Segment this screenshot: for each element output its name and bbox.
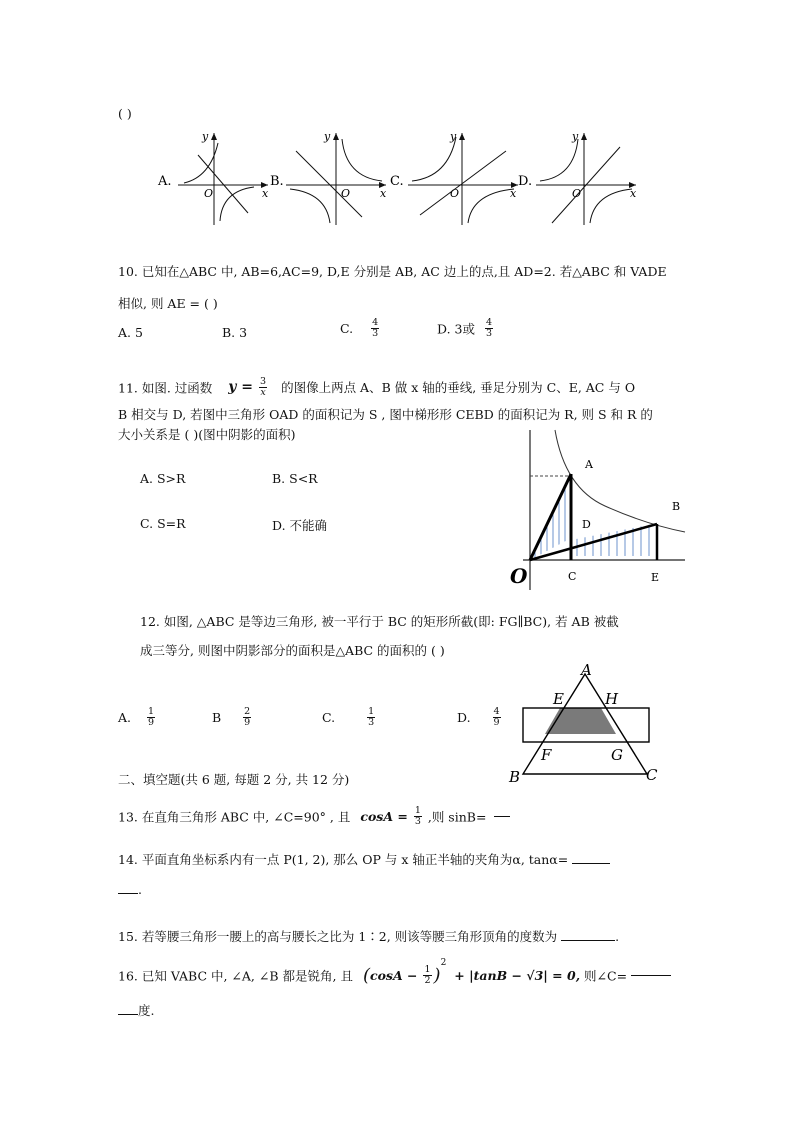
q9-option-a-label: A. — [158, 174, 172, 189]
q10-option-d-label: D. 3或 — [437, 321, 475, 337]
q12-figure — [505, 662, 665, 784]
q16-answer-blank[interactable] — [631, 975, 671, 976]
q14-line-1 — [118, 850, 610, 868]
q11-point-a-label: A — [585, 458, 593, 471]
q11-func-den: x — [260, 386, 266, 398]
q11-func-fraction — [259, 377, 267, 398]
q13-den: 3 — [414, 815, 421, 827]
q12-option-c-num: 1 — [368, 706, 375, 717]
q10-option-d — [437, 318, 495, 339]
q12-option-b-fraction — [243, 707, 251, 728]
q10-option-d-fraction — [485, 318, 493, 339]
q11-option-a: A. S>R — [140, 471, 186, 486]
q12-option-d-label: D. — [457, 709, 471, 725]
q14-answer-blank-cont[interactable] — [118, 893, 138, 894]
q15-line — [118, 927, 619, 945]
q9-a-y-label: y — [202, 130, 209, 143]
q10-option-c — [340, 318, 381, 339]
q9-graph-a — [157, 130, 269, 225]
q12-option-c-fraction — [367, 707, 375, 728]
q12-line-1: 12. 如图, △ABC 是等边三角形, 被一平行于 BC 的矩形所截(即: FG∥BC), 若 AB 被截 — [140, 614, 619, 629]
q13-cos: cosA = — [360, 808, 408, 824]
q9-graph-b — [270, 130, 387, 225]
q10-option-d-num: 4 — [485, 317, 493, 328]
q12-option-b-label: B — [212, 709, 222, 725]
q12-option-d-den: 9 — [493, 716, 500, 728]
q12-point-c-label: C — [646, 766, 658, 784]
q9-c-x-label: x — [510, 187, 517, 200]
q9-b-origin-label: O — [341, 187, 351, 200]
q15-answer-blank[interactable] — [561, 940, 615, 941]
q13-num: 1 — [414, 805, 421, 816]
q9-graph-options — [150, 125, 650, 235]
q9-option-b-label: B. — [270, 174, 284, 189]
q12-point-a-label: A — [581, 662, 592, 679]
q13-text-a: 13. 在直角三角形 ABC 中, ∠C=90° , 且 — [118, 809, 351, 825]
q10-option-b: B. 3 — [222, 325, 248, 340]
q12-point-g-label: G — [611, 746, 623, 764]
q16-expr-a: cosA − — [369, 968, 418, 983]
q16-open-paren: ( — [362, 965, 370, 986]
q11-point-d-label: D — [582, 518, 591, 531]
q14-line-2 — [118, 882, 142, 897]
q10-option-c-label: C. — [340, 320, 354, 336]
q12-option-a-den: 9 — [148, 716, 155, 728]
q11-line-3: 大小关系是 ( )(图中阴影的面积) — [118, 427, 296, 442]
q11-option-d: D. 不能确 — [272, 518, 328, 533]
q11-option-b: B. S<R — [272, 471, 318, 486]
q9-d-y-label: y — [572, 130, 579, 143]
q14-answer-blank[interactable] — [572, 863, 610, 864]
q11-point-e-label: E — [651, 571, 660, 584]
q12-option-a-num: 1 — [148, 706, 155, 717]
q15-end: . — [615, 929, 620, 944]
q12-option-c-label: C. — [322, 709, 336, 725]
q12-option-b — [212, 707, 253, 728]
q11-line-1-a: 11. 如图. 过函数 — [118, 380, 213, 396]
q9-answer-paren: ( ) — [118, 106, 132, 121]
q12-option-a-fraction — [147, 707, 155, 728]
q9-option-d-label: D. — [518, 174, 533, 189]
q11-func-y: y = — [228, 379, 254, 396]
q9-c-y-label: y — [450, 130, 457, 143]
q11-figure — [505, 428, 690, 590]
q11-line-2: B 相交与 D, 若图中三角形 OAD 的面积记为 S , 图中梯形形 CEBD 的面积记为 R, 则 S 和 R 的 — [118, 407, 653, 422]
section-fill-in-heading: 二、填空题(共 6 题, 每题 2 分, 共 12 分) — [118, 772, 350, 787]
q14-line-2-end: . — [138, 882, 142, 897]
q10-line-2: 相似, 则 AE = ( ) — [118, 296, 218, 311]
q11-point-c-label: C — [568, 570, 577, 583]
q10-option-c-fraction — [371, 318, 379, 339]
q12-option-a — [118, 707, 157, 728]
q12-point-h-label: H — [605, 690, 619, 708]
q16-line-1 — [118, 958, 671, 986]
q12-point-e-label: E — [553, 690, 564, 708]
q12-point-f-label: F — [541, 746, 552, 764]
q16-num: 1 — [424, 964, 431, 976]
q9-d-x-label: x — [630, 187, 637, 200]
q10-option-c-num: 4 — [372, 317, 379, 328]
q12-point-b-label: B — [509, 768, 521, 784]
q10-option-d-den: 3 — [485, 327, 493, 339]
q9-a-origin-label: O — [204, 187, 214, 200]
q16-answer-blank-cont[interactable] — [118, 1014, 138, 1015]
q9-option-c-label: C. — [390, 174, 404, 189]
q12-option-b-num: 2 — [244, 706, 251, 717]
q15-text: 15. 若等腰三角形一腰上的高与腰长之比为 1∶2, 则该等腰三角形顶角的度数为 — [118, 929, 558, 944]
q12-option-d — [457, 707, 503, 728]
q16-text-b: 则∠C= — [584, 968, 628, 984]
q10-line-1: 10. 已知在△ABC 中, AB=6,AC=9, D,E 分别是 AB, AC 边上的点,且 AD=2. 若△ABC 和 VADE — [118, 264, 667, 279]
q13-fraction — [414, 806, 422, 827]
q11-func-num: 3 — [260, 376, 267, 387]
q12-option-b-den: 9 — [244, 716, 251, 728]
q13-line — [118, 806, 510, 827]
q16-expr-b: + |tanB − √3| = 0, — [454, 968, 581, 983]
q9-d-origin-label: O — [572, 187, 582, 200]
q11-point-b-label: B — [672, 500, 681, 513]
q16-text-a: 16. 已知 VABC 中, ∠A, ∠B 都是锐角, 且 — [118, 968, 353, 984]
q9-b-y-label: y — [324, 130, 331, 143]
q11-origin-label: O — [510, 564, 528, 588]
q12-option-d-num: 4 — [493, 706, 500, 717]
q16-line-2 — [118, 1001, 154, 1019]
q16-line-2-end: 度. — [138, 1003, 155, 1018]
q16-den: 2 — [424, 975, 431, 986]
q9-c-origin-label: O — [450, 187, 460, 200]
q12-option-d-fraction — [493, 707, 501, 728]
q9-graph-c — [390, 130, 518, 225]
q12-option-a-label: A. — [118, 709, 132, 725]
q13-answer-blank[interactable] — [494, 816, 510, 817]
q16-square: 2 — [440, 958, 447, 968]
q12-option-c — [322, 707, 377, 728]
q12-option-c-den: 3 — [368, 716, 375, 728]
q9-graph-d — [518, 130, 637, 225]
q11-option-c: C. S=R — [140, 516, 186, 531]
q9-b-x-label: x — [380, 187, 387, 200]
q12-line-2: 成三等分, 则图中阴影部分的面积是△ABC 的面积的 ( ) — [140, 643, 445, 658]
q11-line-1 — [118, 377, 635, 398]
q16-fraction — [423, 965, 431, 986]
q10-option-c-den: 3 — [372, 327, 379, 339]
q13-text-b: ,则 sinB= — [427, 809, 487, 825]
q11-line-1-b: 的图像上两点 A、B 做 x 轴的垂线, 垂足分别为 C、E, AC 与 O — [281, 380, 636, 396]
q14-text: 14. 平面直角坐标系内有一点 P(1, 2), 那么 OP 与 x 轴正半轴的夹角为α, tanα= — [118, 852, 569, 867]
q16-close-paren: ) — [433, 965, 441, 986]
q9-a-x-label: x — [262, 187, 269, 200]
q10-option-a: A. 5 — [118, 325, 143, 340]
